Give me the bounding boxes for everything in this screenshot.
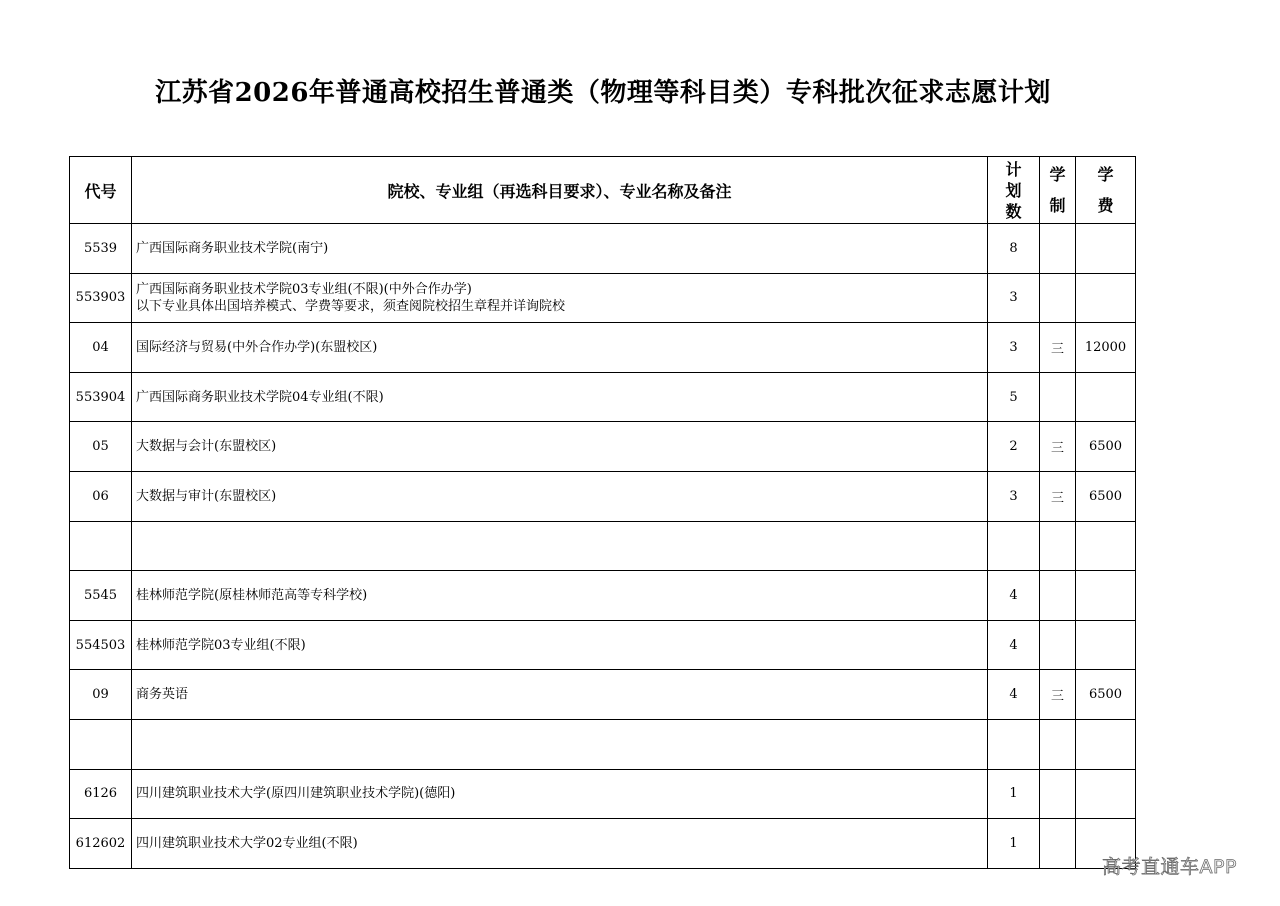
- header-duration-char: 学: [1049, 165, 1066, 184]
- row-name-text: 广西国际商务职业技术学院04专业组(不限): [136, 389, 384, 405]
- row-name: [132, 719, 988, 769]
- row-name-text: 商务英语: [136, 687, 189, 703]
- table-row: [70, 224, 1136, 274]
- row-name-text: 桂林师范学院03专业组(不限): [136, 637, 306, 653]
- row-duration: 三: [1040, 323, 1076, 373]
- header-name: 院校、专业组（再选科目要求）、专业名称及备注: [132, 157, 988, 224]
- row-plan-count: 1: [988, 819, 1040, 869]
- header-plan: [988, 157, 1040, 224]
- row-name-text: 大数据与审计(东盟校区): [136, 488, 277, 504]
- row-name: [132, 670, 988, 720]
- row-fee: [1076, 769, 1136, 819]
- header-duration: [1040, 157, 1076, 224]
- row-plan-count: [988, 719, 1040, 769]
- row-code: 5545: [70, 571, 132, 621]
- row-plan-count: 3: [988, 471, 1040, 521]
- enrollment-plan-table: [69, 156, 1136, 869]
- row-duration: [1040, 273, 1076, 323]
- row-code: [70, 521, 132, 571]
- row-duration: [1040, 224, 1076, 274]
- row-fee: 12000: [1076, 323, 1136, 373]
- table-row: [70, 323, 1136, 373]
- row-name: [132, 769, 988, 819]
- row-name-text: 广西国际商务职业技术学院03专业组(不限)(中外合作办学): [136, 281, 472, 297]
- row-name: [132, 224, 988, 274]
- row-fee: 6500: [1076, 471, 1136, 521]
- header-duration-char: 制: [1049, 196, 1066, 215]
- row-name-text: 广西国际商务职业技术学院(南宁): [136, 240, 329, 256]
- row-name: [132, 521, 988, 571]
- row-plan-count: 3: [988, 273, 1040, 323]
- table-row: [70, 620, 1136, 670]
- row-plan-count: 3: [988, 323, 1040, 373]
- header-fee-char: 费: [1097, 196, 1114, 215]
- table-row: [70, 719, 1136, 769]
- row-note-text: 以下专业具体出国培养模式、学费等要求，须查阅院校招生章程并详询院校: [136, 298, 566, 314]
- row-name-text: 国际经济与贸易(中外合作办学)(东盟校区): [136, 339, 378, 355]
- header-fee: [1076, 157, 1136, 224]
- row-duration: [1040, 521, 1076, 571]
- row-plan-count: 5: [988, 372, 1040, 422]
- row-code: 05: [70, 422, 132, 472]
- row-duration: [1040, 719, 1076, 769]
- row-fee: [1076, 719, 1136, 769]
- row-duration: 三: [1040, 670, 1076, 720]
- row-name: [132, 372, 988, 422]
- row-name-text: 四川建筑职业技术大学02专业组(不限): [136, 835, 358, 851]
- watermark-text: 高考直通车APP: [1102, 856, 1237, 878]
- table-row: [70, 819, 1136, 869]
- table-row: [70, 273, 1136, 323]
- row-plan-count: 2: [988, 422, 1040, 472]
- table-row: [70, 422, 1136, 472]
- table-header-row: [70, 157, 1136, 224]
- row-name: [132, 422, 988, 472]
- row-fee: 6500: [1076, 670, 1136, 720]
- row-plan-count: 4: [988, 620, 1040, 670]
- row-plan-count: 1: [988, 769, 1040, 819]
- row-code: 04: [70, 323, 132, 373]
- row-code: [70, 719, 132, 769]
- row-plan-count: 8: [988, 224, 1040, 274]
- header-code: 代号: [70, 157, 132, 224]
- row-name: [132, 819, 988, 869]
- row-code: 553904: [70, 372, 132, 422]
- row-fee: [1076, 273, 1136, 323]
- row-duration: [1040, 372, 1076, 422]
- table-row: [70, 372, 1136, 422]
- row-name: [132, 471, 988, 521]
- row-plan-count: 4: [988, 571, 1040, 621]
- row-duration: 三: [1040, 471, 1076, 521]
- header-plan-char: 数: [1005, 201, 1022, 221]
- row-code: 554503: [70, 620, 132, 670]
- row-fee: [1076, 521, 1136, 571]
- header-plan-char: 划: [1005, 180, 1022, 200]
- row-code: 09: [70, 670, 132, 720]
- row-plan-count: [988, 521, 1040, 571]
- row-name: [132, 273, 988, 323]
- row-code: 553903: [70, 273, 132, 323]
- table-row: [70, 471, 1136, 521]
- row-fee: [1076, 620, 1136, 670]
- row-name: [132, 620, 988, 670]
- row-fee: [1076, 224, 1136, 274]
- row-fee: [1076, 571, 1136, 621]
- page-title: 江苏省2026年普通高校招生普通类（物理等科目类）专科批次征求志愿计划: [155, 78, 1051, 108]
- row-duration: [1040, 571, 1076, 621]
- row-name-text: 四川建筑职业技术大学(原四川建筑职业技术学院)(德阳): [136, 786, 456, 802]
- row-duration: 三: [1040, 422, 1076, 472]
- row-fee: [1076, 372, 1136, 422]
- row-name-text: 大数据与会计(东盟校区): [136, 439, 277, 455]
- row-plan-count: 4: [988, 670, 1040, 720]
- table-row: [70, 521, 1136, 571]
- header-plan-char: 计: [1005, 159, 1022, 179]
- header-fee-char: 学: [1097, 165, 1114, 184]
- row-name-text: 桂林师范学院(原桂林师范高等专科学校): [136, 587, 368, 603]
- row-fee: 6500: [1076, 422, 1136, 472]
- table-row: [70, 670, 1136, 720]
- table-row: [70, 769, 1136, 819]
- row-code: 5539: [70, 224, 132, 274]
- row-code: 612602: [70, 819, 132, 869]
- row-duration: [1040, 620, 1076, 670]
- row-code: 6126: [70, 769, 132, 819]
- row-duration: [1040, 819, 1076, 869]
- row-name: [132, 323, 988, 373]
- table-row: [70, 571, 1136, 621]
- row-code: 06: [70, 471, 132, 521]
- row-name: [132, 571, 988, 621]
- row-duration: [1040, 769, 1076, 819]
